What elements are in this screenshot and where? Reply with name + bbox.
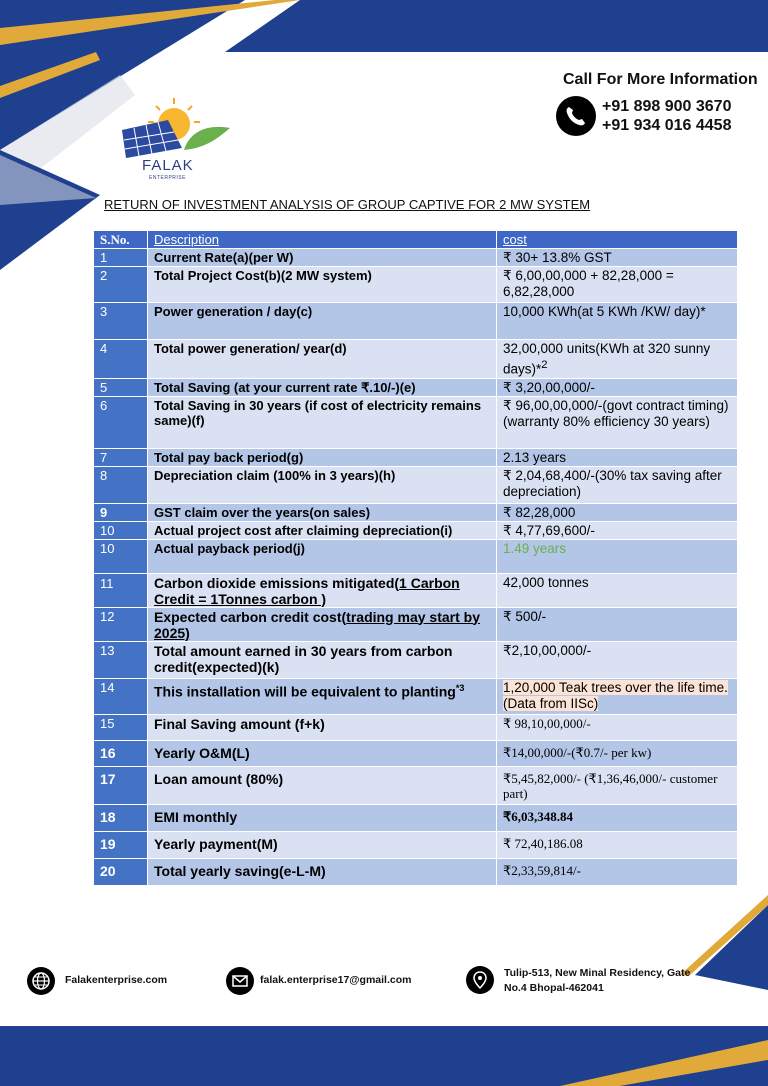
row-description: Total pay back period(g) [148,448,497,466]
address-line: Tulip-513, New Minal Residency, Gate [504,967,691,979]
table-row [94,858,738,885]
row-cost: ₹ 98,10,00,000/- [497,714,738,740]
row-description-text: This installation will be equivalent to planting [154,683,456,700]
table-row [94,831,738,858]
row-description: Yearly payment(M) [148,831,497,858]
row-description-text: Carbon dioxide emissions mitigated( [154,574,400,591]
row-cost: ₹ 82,28,000 [497,503,738,521]
row-cost: ₹5,45,82,000/- (₹1,36,46,000/- customer part) [497,766,738,804]
footnote-marker: 2 [541,359,548,371]
row-description: Final Saving amount (f+k) [148,714,497,740]
row-sno: 4 [94,340,148,379]
globe-icon [27,967,55,995]
row-description [148,678,497,714]
row-description: Total Saving (at your current rate ₹.10/-)(e) [148,378,497,396]
row-cost: ₹ 4,77,69,600/- [497,521,738,539]
row-sno: 7 [94,448,148,466]
table-row [94,340,738,379]
row-description: Actual project cost after claiming depreciation(i) [148,521,497,539]
row-cost: ₹6,03,348.84 [497,804,738,831]
highlighted-cost: 1,20,000 Teak trees over the life time. (Data from IISc) [503,679,728,711]
email-link[interactable]: falak.enterprise17@gmail.com [260,974,412,986]
row-description: Total Project Cost(b)(2 MW system) [148,267,497,303]
phone-number[interactable]: +91 898 900 3670 [602,98,732,115]
header-sno: S.No. [94,231,148,249]
address [504,966,690,996]
row-description-underlined: 1 Carbon Credit = 1Tonnes carbon ) [154,574,460,607]
table-row [94,766,738,804]
row-description: Loan amount (80%) [148,766,497,804]
table-row [94,714,738,740]
row-sno: 20 [94,858,148,885]
header-description: Description [148,231,497,249]
row-sno: 13 [94,641,148,678]
row-description: GST claim over the years(on sales) [148,503,497,521]
row-description: Total amount earned in 30 years from carbon credit(expected)(k) [148,641,497,678]
table-row [94,503,738,521]
table-row [94,249,738,267]
mail-icon [226,967,254,995]
row-cost: 10,000 KWh(at 5 KWh /KW/ day)* [497,303,738,340]
row-cost: 2.13 years [497,448,738,466]
table-row [94,521,738,539]
table-row [94,448,738,466]
row-sno: 5 [94,378,148,396]
row-description: Total power generation/ year(d) [148,340,497,379]
row-cost: 42,000 tonnes [497,573,738,607]
row-sno: 9 [94,503,148,521]
phone-numbers [602,97,731,135]
row-cost [497,678,738,714]
row-description-underlined: trading may start by 2025) [154,608,480,641]
row-cost: 1.49 years [497,539,738,573]
table-row [94,396,738,448]
row-cost: ₹14,00,000/-(₹0.7/- per kw) [497,740,738,766]
table-row [94,678,738,714]
phone-number[interactable]: +91 934 016 4458 [602,117,732,134]
row-cost: ₹2,33,59,814/- [497,858,738,885]
table-row [94,740,738,766]
roi-table [93,230,738,886]
table-row [94,466,738,503]
phone-icon [556,96,596,136]
row-sno: 6 [94,396,148,448]
table-header-row [94,231,738,249]
row-sno: 10 [94,539,148,573]
address-line: No.4 Bhopal-462041 [504,982,604,994]
row-sno: 19 [94,831,148,858]
row-sno: 12 [94,607,148,641]
table-row [94,539,738,573]
row-description: Power generation / day(c) [148,303,497,340]
row-sno: 3 [94,303,148,340]
table-row [94,573,738,607]
row-sno: 8 [94,466,148,503]
row-description [148,573,497,607]
table-row [94,607,738,641]
row-sno: 16 [94,740,148,766]
website-link[interactable]: Falakenterprise.com [65,974,168,986]
row-sno: 10 [94,521,148,539]
row-description: Actual payback period(j) [148,539,497,573]
row-sno: 11 [94,573,148,607]
footnote-marker: *3 [455,682,465,693]
logo-name: FALAK [142,157,194,174]
page-title: RETURN OF INVESTMENT ANALYSIS OF GROUP CAPTIVE FOR 2 MW SYSTEM [104,197,591,212]
header-cost: cost [497,231,738,249]
table-row [94,378,738,396]
row-description-text: Expected carbon credit cost( [154,608,347,625]
row-sno: 1 [94,249,148,267]
row-cost: ₹2,10,00,000/- [497,641,738,678]
row-cost: ₹ 72,40,186.08 [497,831,738,858]
row-cost: ₹ 6,00,00,000 + 82,28,000 = 6,82,28,000 [497,267,738,303]
row-sno: 14 [94,678,148,714]
row-cost: ₹ 500/- [497,607,738,641]
row-description [148,607,497,641]
row-description: EMI monthly [148,804,497,831]
table-row [94,303,738,340]
table-row [94,641,738,678]
row-description: Depreciation claim (100% in 3 years)(h) [148,466,497,503]
row-description: Yearly O&M(L) [148,740,497,766]
row-cost [497,340,738,379]
row-sno: 18 [94,804,148,831]
row-sno: 2 [94,267,148,303]
location-pin-icon [466,966,494,994]
row-cost: ₹ 96,00,00,000/-(govt contract timing)(warranty 80% efficiency 30 years) [497,396,738,448]
contact-heading: Call For More Information [563,71,758,88]
table-row [94,267,738,303]
row-cost: ₹ 3,20,00,000/- [497,378,738,396]
row-description: Current Rate(a)(per W) [148,249,497,267]
row-cost: ₹ 2,04,68,400/-(30% tax saving after depreciation) [497,466,738,503]
row-cost-text: 32,00,000 units(KWh at 320 sunny days)* [503,341,711,377]
row-sno: 17 [94,766,148,804]
table-row [94,804,738,831]
logo-subtitle: ENTERPRISE [149,175,186,181]
row-description: Total Saving in 30 years (if cost of electricity remains same)(f) [148,396,497,448]
row-cost: ₹ 30+ 13.8% GST [497,249,738,267]
row-sno: 15 [94,714,148,740]
row-description: Total yearly saving(e-L-M) [148,858,497,885]
